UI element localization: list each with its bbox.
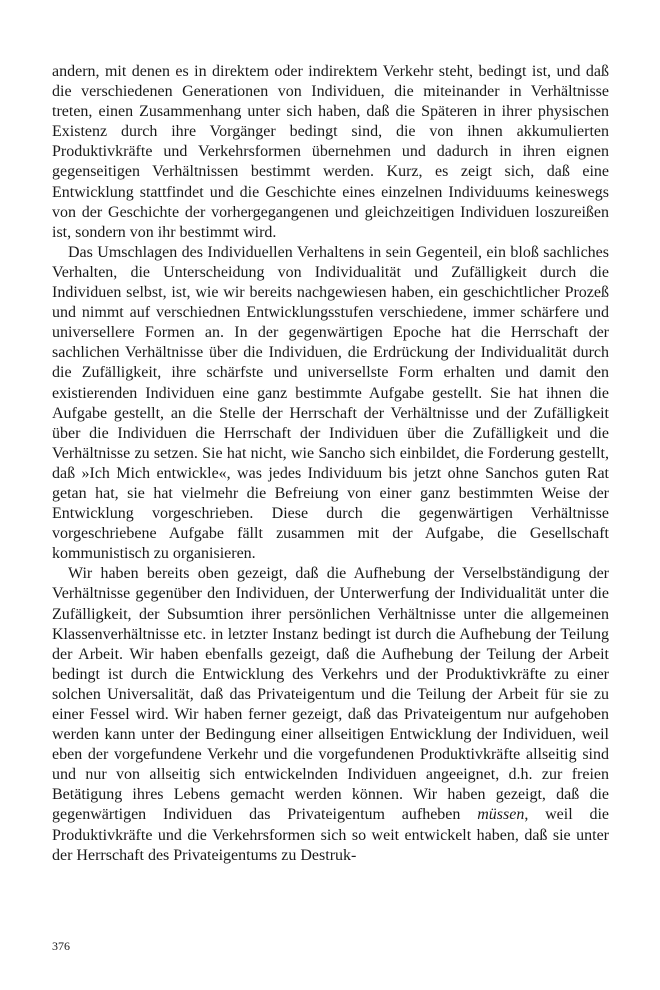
page-number: 376	[52, 939, 70, 953]
paragraph-3	[52, 564, 609, 865]
emphasized-word: müssen	[477, 806, 525, 824]
page-body	[52, 62, 609, 866]
paragraph-1	[52, 62, 609, 243]
paragraph-2	[52, 243, 609, 565]
paragraph-3-text-b: , weil die Produktivkräfte und die Verkehrsformen sich so weit entwickelt haben, daß sie unter der Herrschaft des Privateigentums zu Destruk-	[52, 806, 609, 864]
paragraph-1-text: andern, mit denen es in direktem oder indirektem Verkehr steht, bedingt ist, und daß die verschiedenen Generationen von Individuen, die miteinander in Verhältnisse treten, einen Zusammenhang unter sich haben, daß die Späteren in ihrer physischen Existenz durch ihre Vorgänger bedingt sind, die von ihnen akkumulierten Produktivkräfte und Verkehrsformen übernehmen und dadurch in ihren eignen gegenseitigen Verhältnissen bestimmt werden. Kurz, es zeigt sich, daß eine Entwicklung stattfindet und die Geschichte eines einzelnen Individuums keineswegs von der Geschichte der vorhergegangenen und gleichzeitigen Individuen loszureißen ist, sondern von ihr bestimmt wird.	[52, 63, 609, 241]
paragraph-2-text: Das Umschlagen des Individuellen Verhaltens in sein Gegenteil, ein bloß sachliches Verhalten, die Unterscheidung von Individualität und Zufälligkeit durch die Individuen selbst, ist, wie wir bereits nachgewiesen haben, ein geschichtlicher Prozeß und nimmt auf verschiednen Entwicklungsstufen verschiedene, immer schärfere und universellere Formen an. In der gegenwärtigen Epoche hat die Herrschaft der sachlichen Verhältnisse über die Individuen, die Erdrückung der Individualität durch die Zufälligkeit, ihre schärfste und universellste Form erhalten und damit den existierenden Individuen eine ganz bestimmte Aufgabe gestellt. Sie hat ihnen die Aufgabe gestellt, an die Stelle der Herrschaft der Verhältnisse und der Zufälligkeit über die Individuen die Herrschaft der Individuen über die Zufälligkeit und die Verhältnisse zu setzen. Sie hat nicht, wie Sancho sich einbildet, die Forderung gestellt, daß »Ich Mich entwickle«, was jedes Individuum bis jetzt ohne Sanchos guten Rat getan hat, sie hat vielmehr die Befreiung von einer ganz bestimmten Weise der Entwicklung vorgeschrieben. Diese durch die gegenwärtigen Verhältnisse vorgeschriebene Aufgabe fällt zusammen mit der Aufgabe, die Gesellschaft kommunistisch zu organisieren.	[52, 243, 609, 563]
paragraph-3-text-a: Wir haben bereits oben gezeigt, daß die Aufhebung der Verselbständigung der Verhältnisse gegenüber den Individuen, der Unterwerfung der Individualität unter die Zufälligkeit, der Subsumtion ihrer persönlichen Verhältnisse unter die allgemeinen Klassenverhältnisse etc. in letzter Instanz bedingt ist durch die Aufhebung der Teilung der Arbeit. Wir haben ebenfalls gezeigt, daß die Aufhebung der Teilung der Arbeit bedingt ist durch die Entwicklung des Verkehrs und der Produktivkräfte zu einer solchen Universalität, daß das Privateigentum und die Teilung der Arbeit für sie zu einer Fessel wird. Wir haben ferner gezeigt, daß das Privateigentum nur aufgehoben werden kann unter der Bedingung einer allseitigen Entwicklung der Individuen, weil eben der vorgefundene Verkehr und die vorgefundenen Produktivkräfte allseitig sind und nur von allseitig sich entwickelnden Individuen angeeignet, d.h. zur freien Betätigung ihres Lebens gemacht werden können. Wir haben gezeigt, daß die gegenwärtigen Individuen das Privateigentum aufheben	[52, 565, 609, 824]
